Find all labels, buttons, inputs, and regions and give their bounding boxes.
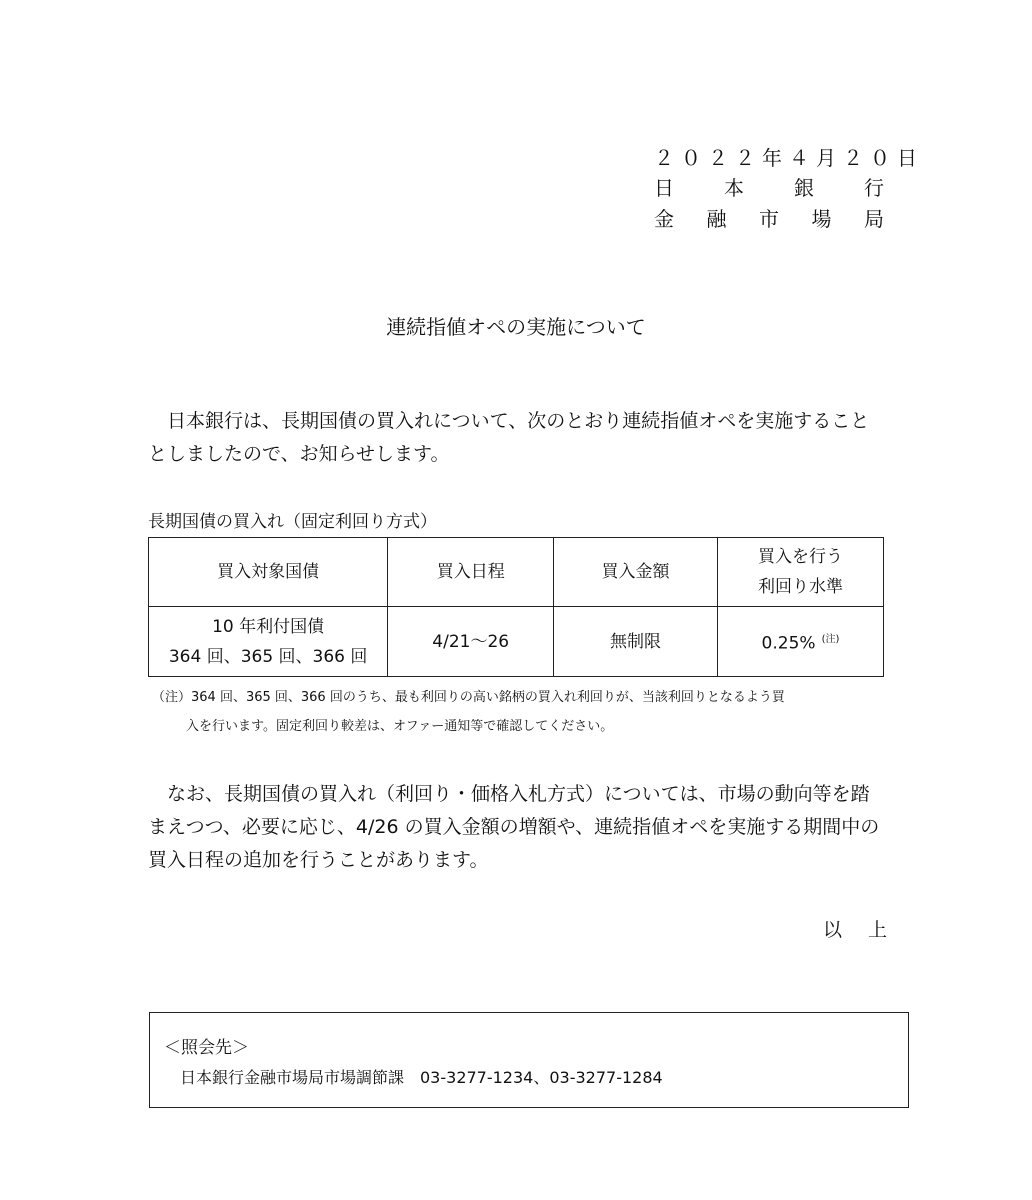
closing-mark [823, 915, 887, 942]
cell-amount: 無制限 [554, 607, 718, 677]
issuer-department [654, 206, 884, 232]
header-schedule: 買入日程 [388, 538, 554, 607]
target-issues: 364 回、365 回、366 回 [168, 646, 368, 667]
issue-date: ２０２２年４月２０日 [654, 146, 924, 170]
operation-table [148, 537, 884, 677]
issuer-char: 銀 [794, 176, 814, 200]
header-amount: 買入金額 [554, 538, 718, 607]
department-char: 局 [864, 207, 884, 231]
additional-paragraph: なお、長期国債の買入れ（利回り・価格入札方式）については、市場の動向等を踏まえつつ、必要に応じ、4/26 の買入金額の増額や、連続指値オペを実施する期間中の買入日程の追加を行うことがあります。 [148, 783, 880, 871]
document-title: 連続指値オペの実施について [386, 315, 646, 339]
table-header-row [149, 538, 884, 607]
issuer-char: 行 [864, 176, 884, 200]
issuer-char: 本 [724, 176, 744, 200]
contact-details: 日本銀行金融市場局市場調節課 03-3277-1234、03-3277-1284 [180, 1068, 663, 1087]
cell-target [149, 607, 388, 677]
header-yield [717, 538, 883, 607]
department-char: 市 [759, 207, 779, 231]
header-yield-line2: 利回り水準 [757, 577, 843, 597]
issuer-char: 日 [654, 176, 674, 200]
table-row [149, 607, 884, 677]
issuer-name [654, 175, 884, 201]
yield-value: 0.25% [761, 633, 816, 654]
closing-char: 以 [823, 919, 843, 941]
footnote-line1: （注）364 回、365 回、366 回のうち、最も利回りの高い銘柄の買入れ利回りが、当該利回りとなるよう買 [152, 690, 785, 705]
contact-box [149, 1012, 909, 1108]
header-yield-line1: 買入を行う [757, 547, 843, 567]
contact-heading: ＜照会先＞ [164, 1038, 249, 1058]
department-char: 金 [654, 207, 674, 231]
table-caption: 長期国債の買入れ（固定利回り方式） [148, 512, 437, 532]
cell-schedule: 4/21～26 [388, 607, 554, 677]
footnote-line2: 入を行います。固定利回り較差は、オファー通知等で確認してください。 [186, 719, 614, 734]
cell-yield [717, 607, 883, 677]
closing-char: 上 [867, 919, 887, 941]
intro-paragraph: 日本銀行は、長期国債の買入れについて、次のとおり連続指値オペを実施することとしましたので、お知らせします。 [148, 410, 870, 465]
department-char: 場 [811, 207, 832, 231]
yield-note-mark: (注) [821, 633, 840, 645]
target-bond: 10 年利付国債 [212, 616, 325, 637]
header-target: 買入対象国債 [149, 538, 388, 607]
department-char: 融 [706, 207, 727, 231]
